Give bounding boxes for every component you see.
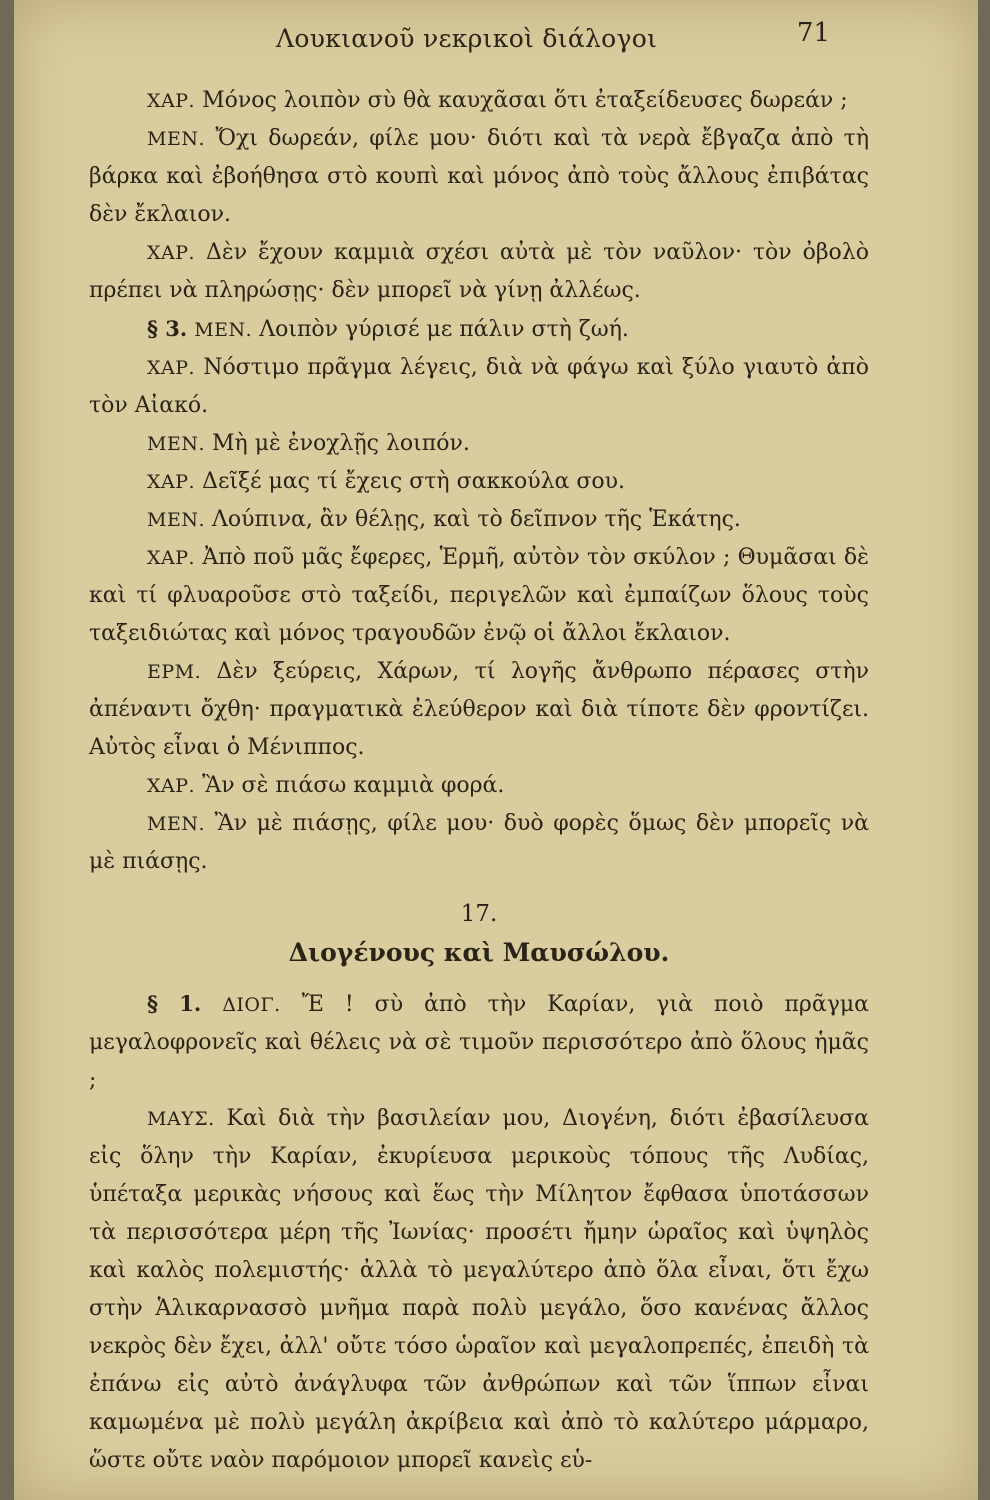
book-page — [14, 0, 978, 1500]
speaker-label: ΧΑΡ. — [147, 547, 196, 569]
speaker-label: ΜΕΝ. — [194, 319, 253, 341]
running-title: Λουκιανοῦ νεκρικοὶ διάλογοι — [276, 24, 658, 53]
page-number: 71 — [796, 18, 830, 48]
speaker-label: ΜΕΝ. — [147, 813, 205, 835]
section-marker: § 1. — [147, 991, 202, 1016]
dialogue-line — [89, 310, 869, 349]
chapter-title: Διογένους καὶ Μαυσώλου. — [288, 938, 670, 967]
dialogue-after — [89, 985, 869, 1480]
dialogue-text: Ἔ ! σὺ ἀπὸ τὴν Καρίαν, γιὰ ποιὸ πρᾶγμα μεγαλοφρονεῖς καὶ θέλεις νὰ σὲ τιμοῦν περισσότερο ἀπὸ ὅλους ἡμᾶς ; — [89, 992, 870, 1093]
dialogue-text: Νόστιμο πρᾶγμα λέγεις, διὰ νὰ φάγω καὶ ξύλο γιαυτὸ ἀπὸ τὸν Αἰακό. — [89, 355, 869, 418]
dialogue-text: Ὄχι δωρεάν, φίλε μου· διότι καὶ τὰ νερὰ ἔβγαζα ἀπὸ τὴ βάρκα καὶ ἐβοήθησα στὸ κουπὶ καὶ μόνος ἀπὸ τοὺς ἄλλους ἐπιβάτας δὲν ἔκλαιον. — [89, 126, 870, 227]
dialogue-line — [89, 234, 869, 310]
dialogue-text: Μὴ μὲ ἐνοχλῇς λοιπόν. — [212, 431, 470, 456]
speaker-label: ΧΑΡ. — [147, 775, 196, 797]
speaker-label: ΜΕΝ. — [147, 128, 205, 150]
dialogue-line — [89, 463, 869, 501]
speaker-label: ΔΙΟΓ. — [222, 994, 281, 1016]
dialogue-text: Ἂν σὲ πιάσω καμμιὰ φορά. — [202, 773, 505, 798]
dialogue-line — [89, 501, 869, 539]
dialogue-before — [89, 82, 869, 881]
dialogue-text: Ἂν μὲ πιάσῃς, φίλε μου· δυὸ φορὲς ὅμως δὲν μπορεῖς νὰ μὲ πιάσῃς. — [89, 811, 869, 874]
dialogue-line — [89, 349, 869, 425]
dialogue-line — [89, 120, 869, 234]
dialogue-line — [89, 539, 869, 653]
dialogue-text: Μόνος λοιπὸν σὺ θὰ καυχᾶσαι ὅτι ἐταξείδευσες δωρεάν ; — [202, 88, 848, 113]
dialogue-line — [89, 1100, 869, 1480]
page-text — [89, 82, 869, 1480]
speaker-label: ΧΑΡ. — [147, 471, 196, 493]
dialogue-line — [89, 425, 869, 463]
speaker-label: ΕΡΜ. — [147, 661, 202, 683]
speaker-label: ΜΕΝ. — [147, 509, 205, 531]
dialogue-line — [89, 805, 869, 881]
dialogue-text: Δὲν ἔχουν καμμιὰ σχέσι αὐτὰ μὲ τὸν ναῦλον· τὸν ὀβολὸ πρέπει νὰ πληρώσῃς· δὲν μπορεῖ νὰ γίνῃ ἀλλέως. — [89, 240, 869, 303]
dialogue-text: Καὶ διὰ τὴν βασιλείαν μου, Διογένη, διότι ἐβασίλευσα εἰς ὅλην τὴν Καρίαν, ἐκυρίευσα μερικοὺς τόπους τῆς Λυδίας, ὑπέταξα μερικὰς νήσους καὶ ἕως τὴν Μίλητον ἔφθασα ὑποτάσσων τὰ περισσότερα μέρη τῆς Ἰωνίας· προσέτι ἤμην ὡραῖος καὶ ὑψηλὸς καὶ καλὸς πολεμιστής· ἀλλὰ τὸ μεγαλύτερο ἀπὸ ὅλα εἶναι, ὅτι ἔχω στὴν Ἁλικαρνασσὸ μνῆμα παρὰ πολὺ μεγάλο, ὅσο κανένας ἄλλος νεκρὸς δὲν ἔχει, ἀλλ' οὔτε τόσο ὡραῖον καὶ μεγαλοπρεπές, ἐπειδὴ τὰ ἐπάνω εἰς αὐτὸ ἀνάγλυφα τῶν ἀνθρώπων καὶ τῶν ἵππων εἶναι καμωμένα μὲ πολὺ μεγάλη ἀκρίβεια καὶ ἀπὸ τὸ καλύτερο μάρμαρο, ὥστε οὔτε ναὸν παρόμοιον μπορεῖ κανεὶς εὑ- — [89, 1106, 869, 1473]
dialogue-line — [89, 653, 869, 767]
dialogue-line — [89, 767, 869, 805]
dialogue-line — [89, 985, 869, 1100]
chapter-number: 17. — [460, 901, 498, 927]
dialogue-text: Λοιπὸν γύρισέ με πάλιν στὴ ζωή. — [259, 317, 629, 342]
speaker-label: ΜΕΝ. — [147, 433, 205, 455]
speaker-label: ΜΑΥΣ. — [147, 1108, 215, 1130]
section-marker: § 3. — [147, 316, 188, 341]
dialogue-text: Δεῖξέ μας τί ἔχεις στὴ σακκούλα σου. — [202, 469, 626, 494]
speaker-label: ΧΑΡ. — [147, 357, 196, 379]
speaker-label: ΧΑΡ. — [147, 90, 196, 112]
dialogue-line — [89, 82, 869, 120]
dialogue-text: Λούπινα, ἂν θέλῃς, καὶ τὸ δεῖπνον τῆς Ἑκάτης. — [212, 507, 741, 532]
dialogue-text: Ἀπὸ ποῦ μᾶς ἔφερες, Ἑρμῆ, αὐτὸν τὸν σκύλον ; Θυμᾶσαι δὲ καὶ τί φλυαροῦσε στὸ ταξείδι, περιγελῶν καὶ ἐμπαίζων ὅλους τοὺς ταξειδιώτας καὶ μόνος τραγουδῶν ἐνῷ οἱ ἄλλοι ἔκλαιον. — [89, 545, 869, 646]
page-header — [14, 16, 978, 56]
speaker-label: ΧΑΡ. — [147, 242, 196, 264]
dialogue-text: Δὲν ξεύρεις, Χάρων, τί λογῆς ἄνθρωπο πέρασες στὴν ἀπέναντι ὄχθη· πραγματικὰ ἐλεύθερον καὶ διὰ τίποτε δὲν φροντίζει. Αὐτὸς εἶναι ὁ Μένιππος. — [89, 659, 869, 760]
